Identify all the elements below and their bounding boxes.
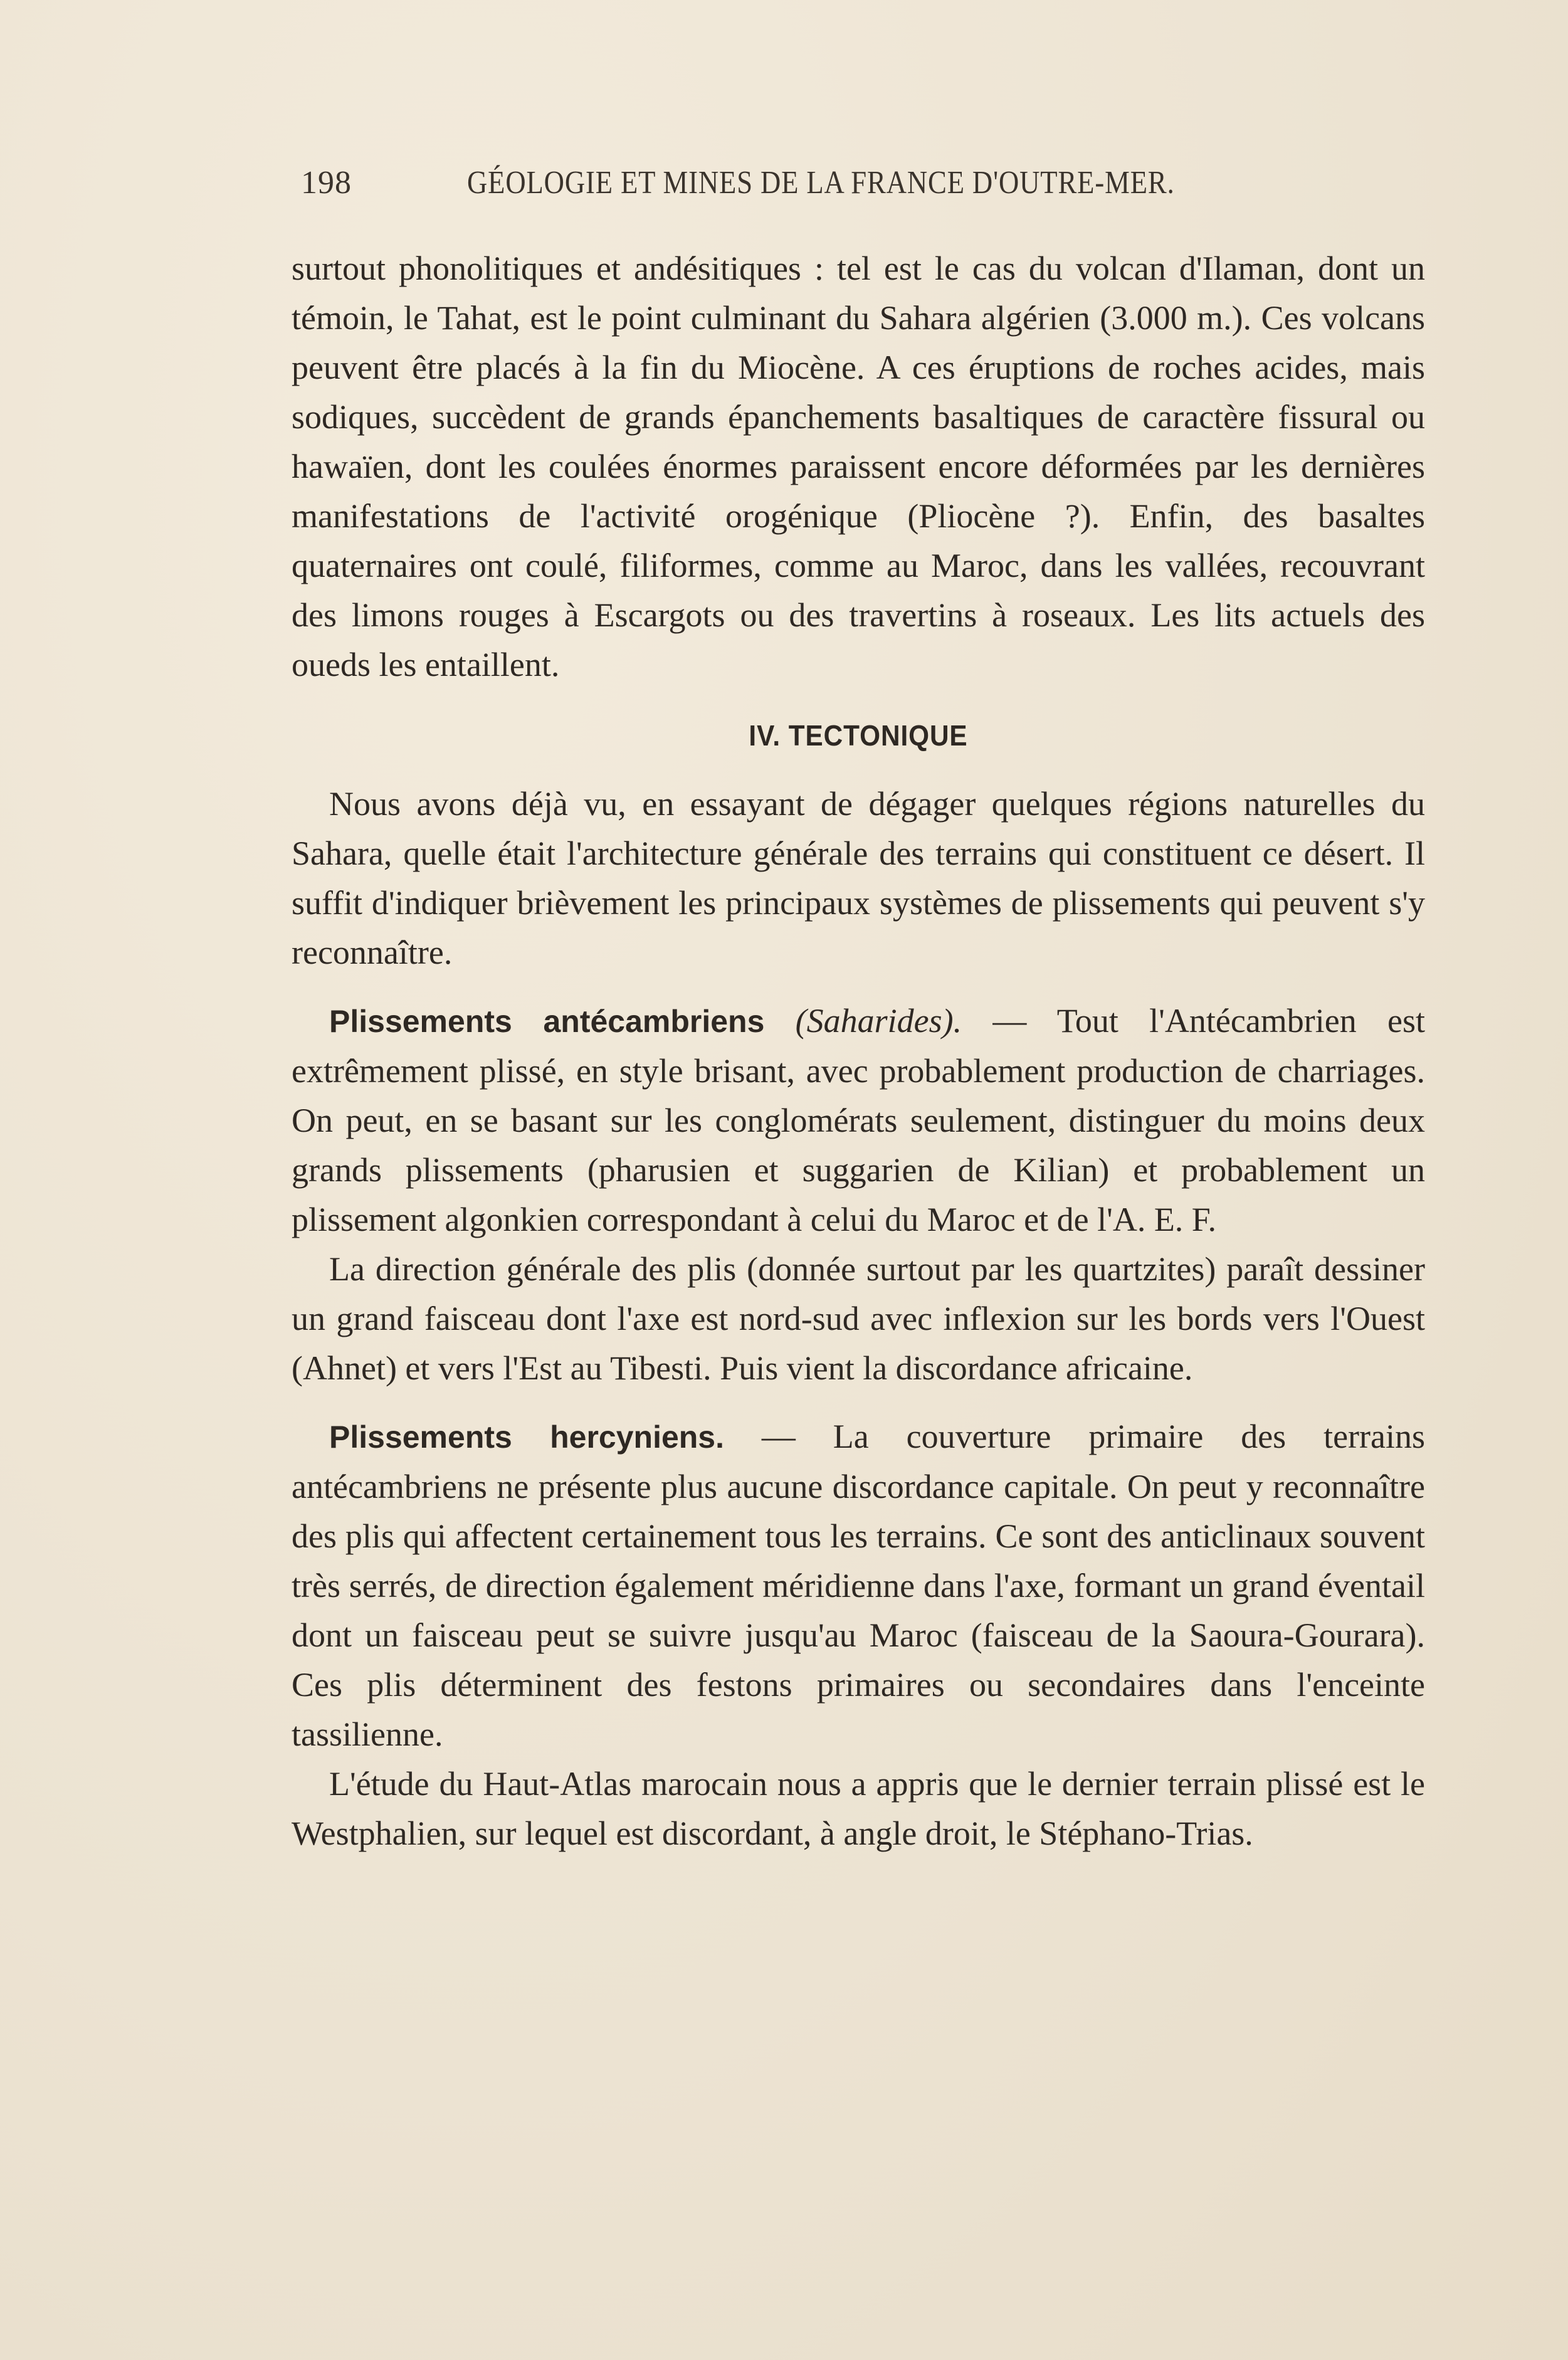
subheading-antecambrien: Plissements antécambriens <box>329 1004 765 1039</box>
paragraph-volcanism: surtout phonolitiques et andésitiques : tel est le cas du volcan d'Ilaman, dont un témoin, le Tahat, est le point culminant du Sahara algérien (3.000 m.). Ces volcans peuvent être placés à la fin du Miocène. A ces éruptions de roches acides, mais sodiques, succèdent de grands épanchements basaltiques de caractère fissural ou hawaïen, dont les coulées énormes paraissent encore déformées par les dernières manifestations de l'activité orogénique (Pliocène ?). Enfin, des basaltes quaternaires ont coulé, filiformes, comme au Maroc, dans les vallées, recouvrant des limons rouges à Escargots ou des travertins à roseaux. Les lits actuels des oueds les entaillent. <box>292 250 1425 683</box>
running-header <box>292 164 1425 208</box>
antecambrien-text: Tout l'Antécambrien est extrêmement plissé, en style brisant, avec probablement production de charriages. On peut, en se basant sur les conglomérats seulement, distinguer du moins deux grands plissements (pharusien et suggarien de Kilian) et probablement un plissement algonkien correspondant à celui du Maroc et de l'A. E. F. <box>292 1002 1425 1238</box>
subheading-antecambrien-italic: (Saharides). <box>795 1002 962 1040</box>
hercynien-text: La couverture primaire des terrains antécambriens ne présente plus aucune discordance capitale. On peut y reconnaître des plis qui affectent certainement tous les terrains. Ce sont des anticlinaux souvent très serrés, de direction également méridienne dans l'axe, formant un grand éventail dont un faisceau peut se suivre jusqu'au Maroc (faisceau de la Saoura-Gourara). Ces plis déterminent des festons primaires ou secondaires dans l'enceinte tassilienne. <box>292 1418 1425 1753</box>
body-text <box>292 244 1425 1858</box>
page-number: 198 <box>301 165 352 201</box>
paragraph-direction: La direction générale des plis (donnée surtout par les quartzites) paraît dessiner un grand faisceau dont l'axe est nord-sud avec inflexion sur les bords vers l'Ouest (Ahnet) et vers l'Est au Tibesti. Puis vient la discordance africaine. <box>292 1250 1425 1387</box>
paragraph-intro: Nous avons déjà vu, en essayant de dégager quelques régions naturelles du Sahara, quelle était l'architecture générale des terrains qui constituent ce désert. Il suffit d'indiquer brièvement les principaux systèmes de plissements qui peuvent s'y reconnaître. <box>292 785 1425 971</box>
em-dash: — <box>724 1418 833 1455</box>
paragraph-antecambrien <box>292 996 1425 1245</box>
paragraph-hercynien <box>292 1412 1425 1759</box>
running-title: GÉOLOGIE ET MINES DE LA FRANCE D'OUTRE-MER. <box>467 165 1175 201</box>
book-page <box>292 164 1425 1858</box>
paragraph-haut-atlas: L'étude du Haut-Atlas marocain nous a appris que le dernier terrain plissé est le Westphalien, sur lequel est discordant, à angle droit, le Stéphano-Trias. <box>292 1765 1425 1852</box>
section-heading: IV. TECTONIQUE <box>749 719 968 752</box>
subheading-hercynien: Plissements hercyniens. <box>329 1420 725 1455</box>
em-dash: — <box>962 1002 1057 1040</box>
